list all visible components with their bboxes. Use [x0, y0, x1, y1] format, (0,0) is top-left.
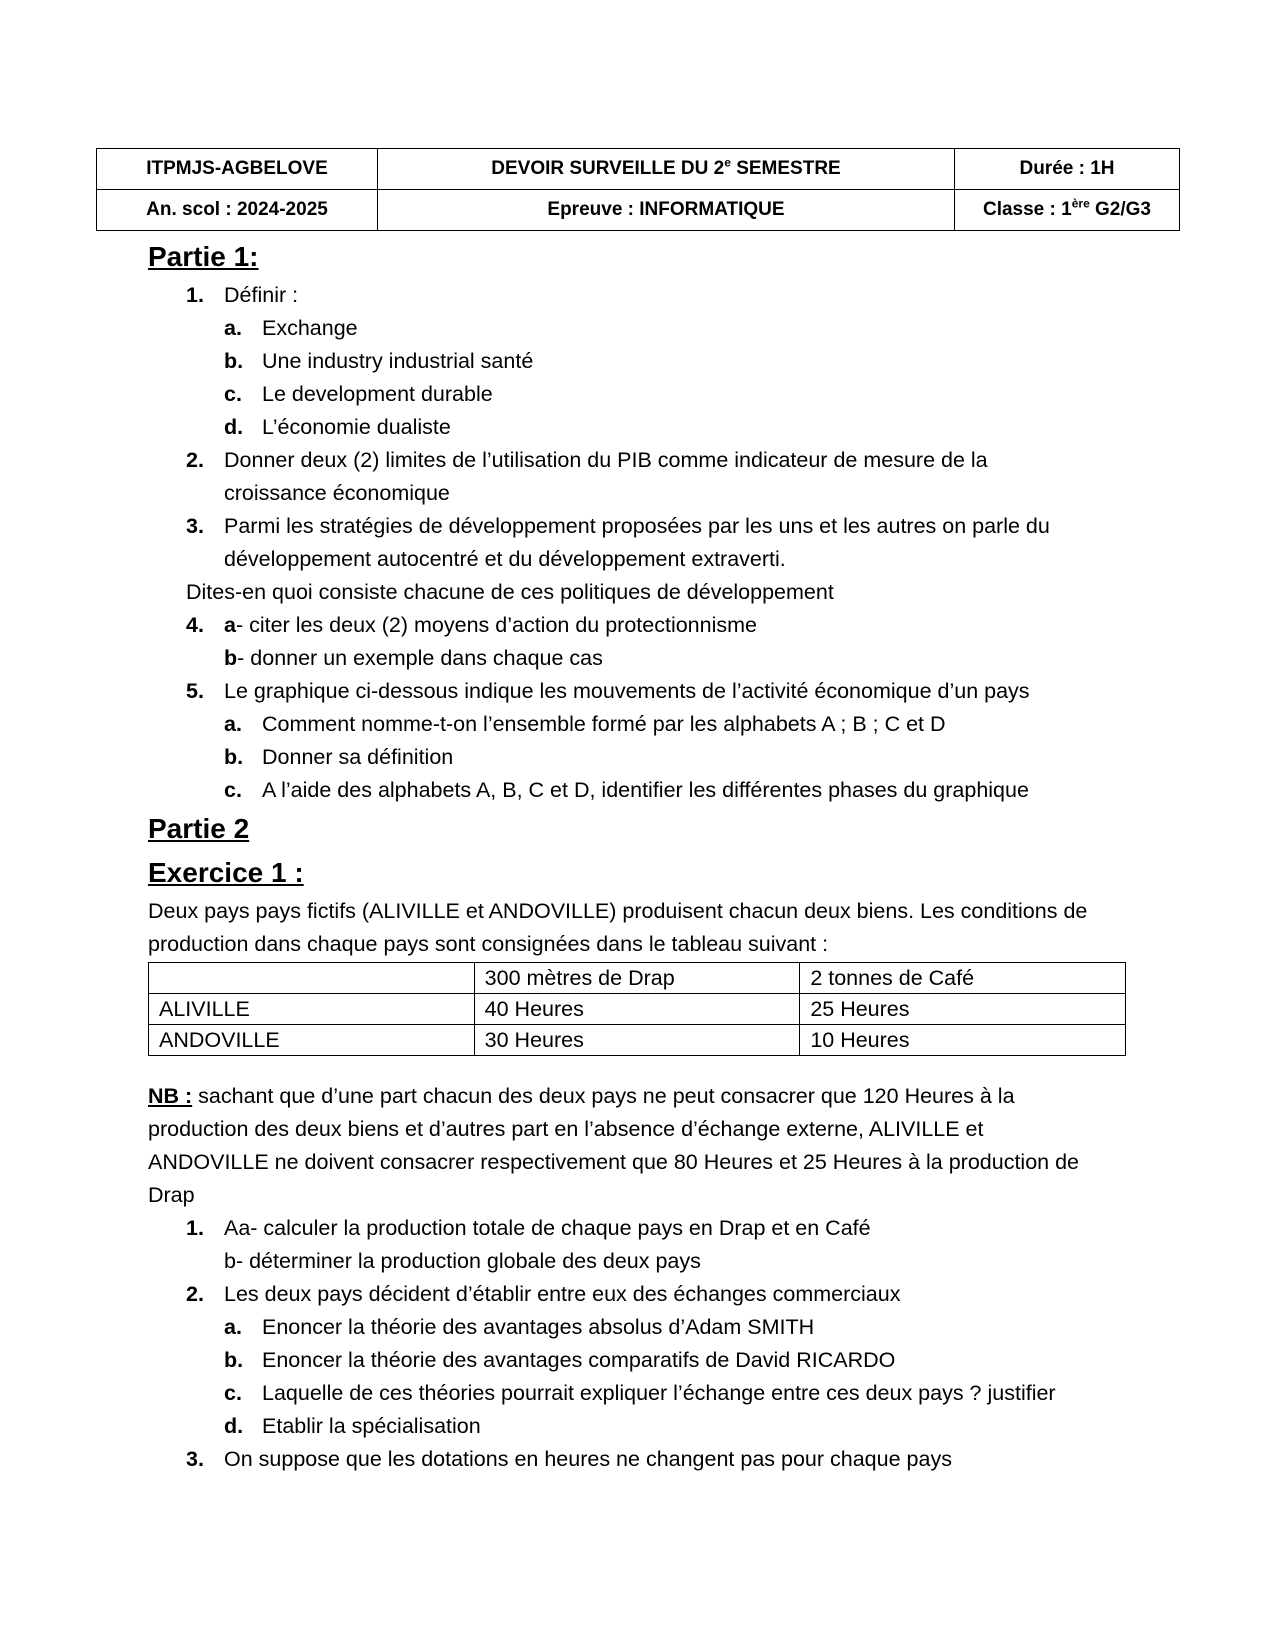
school-name: ITPMJS-AGBELOVE — [97, 149, 378, 190]
exercise-intro: Deux pays pays fictifs (ALIVILLE et ANDOVILLE) produisent chacun deux biens. Les conditions de — [148, 899, 1088, 923]
question: 2. Donner deux (2) limites de l’utilisation du PIB comme indicateur de mesure de la — [186, 448, 988, 472]
question-continuation: Dites-en quoi consiste chacune de ces politiques de développement — [186, 580, 834, 604]
nb-note: production des deux biens et d’autres part en l’absence d’échange externe, ALIVILLE et — [148, 1117, 984, 1141]
table-cell: 300 mètres de Drap — [474, 963, 800, 994]
question: 2. Les deux pays décident d’établir entre eux des échanges commerciaux — [186, 1282, 901, 1306]
exam-subject: Epreuve : INFORMATIQUE — [378, 190, 955, 231]
sub-item: a. Exchange — [224, 316, 358, 340]
sub-item: c. Le development durable — [224, 382, 493, 406]
exam-class: Classe : 1ère G2/G3 — [955, 190, 1180, 231]
table-cell — [149, 963, 475, 994]
exercise-intro: production dans chaque pays sont consignées dans le tableau suivant : — [148, 932, 829, 956]
exam-content — [148, 235, 1148, 1476]
question: 1. Aa- calculer la production totale de chaque pays en Drap et en Café — [186, 1216, 871, 1240]
sub-item: c. Laquelle de ces théories pourrait expliquer l’échange entre ces deux pays ? justifier — [224, 1381, 1056, 1405]
question: 1. Définir : — [186, 283, 299, 307]
sub-item: d. Etablir la spécialisation — [224, 1414, 481, 1438]
table-cell: 2 tonnes de Café — [800, 963, 1126, 994]
table-cell: 40 Heures — [474, 994, 800, 1025]
table-row — [149, 994, 1126, 1025]
question: 5. Le graphique ci-dessous indique les mouvements de l’activité économique d’un pays — [186, 679, 1030, 703]
sub-item: d. L’économie dualiste — [224, 415, 451, 439]
table-cell: 10 Heures — [800, 1025, 1126, 1056]
exam-title: DEVOIR SURVEILLE DU 2e SEMESTRE — [378, 149, 955, 190]
table-header-row — [149, 963, 1126, 994]
question-continuation: b- donner un exemple dans chaque cas — [224, 646, 603, 670]
question-continuation: b- déterminer la production globale des deux pays — [224, 1249, 701, 1273]
part2-heading: Partie 2 — [148, 813, 250, 844]
school-year: An. scol : 2024-2025 — [97, 190, 378, 231]
table-row — [149, 1025, 1126, 1056]
production-table — [148, 962, 1126, 1056]
sub-item: b. Enoncer la théorie des avantages comparatifs de David RICARDO — [224, 1348, 896, 1372]
table-cell: 30 Heures — [474, 1025, 800, 1056]
nb-note: Drap — [148, 1183, 195, 1207]
table-cell: ALIVILLE — [149, 994, 475, 1025]
nb-note: NB : sachant que d’une part chacun des deux pays ne peut consacrer que 120 Heures à la — [148, 1084, 1015, 1108]
exercise-heading: Exercice 1 : — [148, 857, 304, 888]
question-continuation: développement autocentré et du développement extraverti. — [224, 547, 786, 571]
table-cell: 25 Heures — [800, 994, 1126, 1025]
exam-duration: Durée : 1H — [955, 149, 1180, 190]
question: 3. On suppose que les dotations en heures ne changent pas pour chaque pays — [186, 1447, 952, 1471]
nb-note: ANDOVILLE ne doivent consacrer respectivement que 80 Heures et 25 Heures à la production de — [148, 1150, 1079, 1174]
question: 4. a- citer les deux (2) moyens d’action du protectionnisme — [186, 613, 757, 637]
header-table — [96, 148, 1180, 231]
sub-item: a. Enoncer la théorie des avantages absolus d’Adam SMITH — [224, 1315, 815, 1339]
part1-heading: Partie 1: — [148, 241, 259, 272]
question: 3. Parmi les stratégies de développement proposées par les uns et les autres on parle du — [186, 514, 1050, 538]
sub-item: a. Comment nomme-t-on l’ensemble formé par les alphabets A ; B ; C et D — [224, 712, 946, 736]
sub-item: c. A l’aide des alphabets A, B, C et D, identifier les différentes phases du graphique — [224, 778, 1029, 802]
sub-item: b. Une industry industrial santé — [224, 349, 534, 373]
table-cell: ANDOVILLE — [149, 1025, 475, 1056]
sub-item: b. Donner sa définition — [224, 745, 454, 769]
question-continuation: croissance économique — [224, 481, 450, 505]
